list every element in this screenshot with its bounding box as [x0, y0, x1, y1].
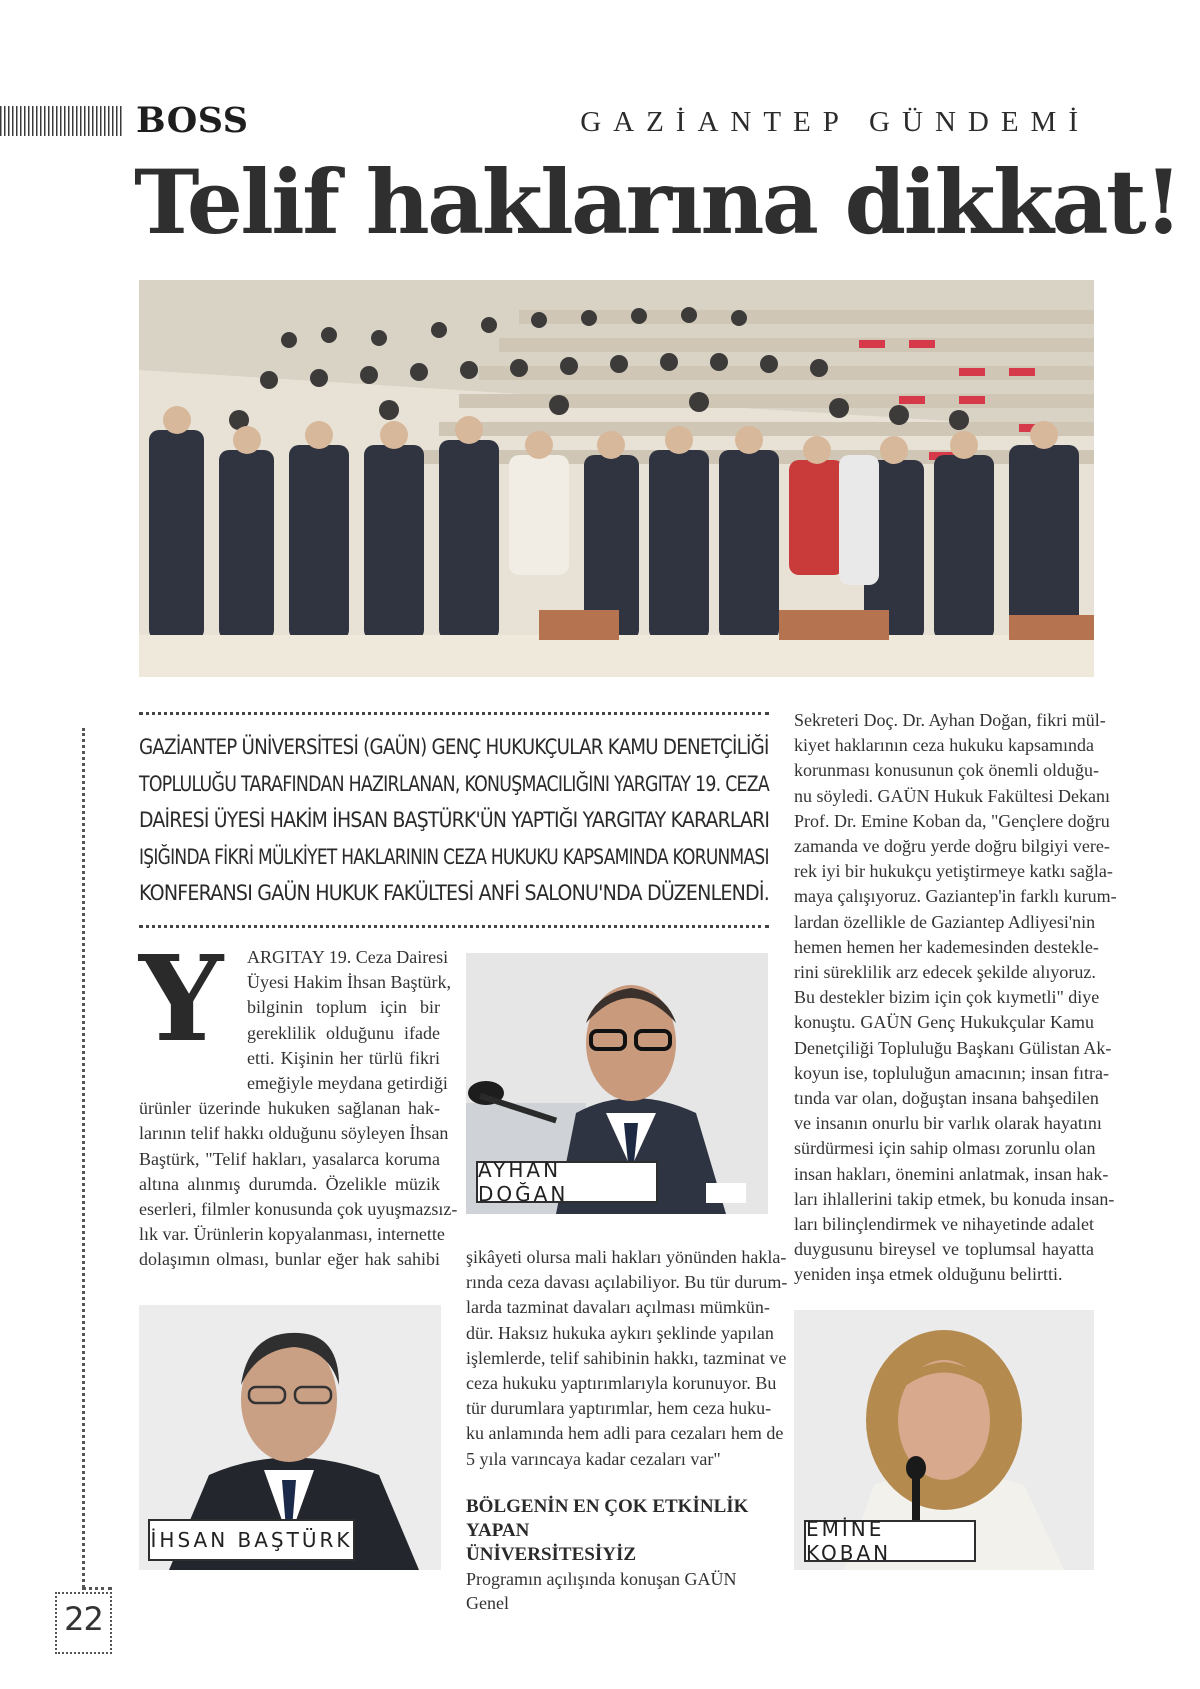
body-line: ARGITAY 19. Ceza Dairesi	[247, 947, 449, 967]
body-line: Sekreteri Doç. Dr. Ayhan Doğan, fikri mül-	[794, 710, 1106, 730]
body-line: gereklilik olduğunu ifade	[247, 1022, 440, 1043]
article-column-1	[139, 945, 458, 1273]
article-column-3	[794, 708, 1117, 1288]
body-line: lardan özellikle de Gaziantep Adliyesi'nin	[794, 911, 1096, 932]
section-title: GAZİANTEP GÜNDEMİ	[580, 106, 1090, 138]
lead-bottom-divider	[139, 925, 769, 928]
body-line: zamanda ve doğru yerde doğru bilgiyi vere-	[794, 836, 1110, 857]
body-line: duygusunu bireysel ve toplumsal hayatta	[794, 1239, 1094, 1260]
drop-cap: Y	[139, 929, 224, 1068]
body-line: tür durumlara yaptırımlar, hem ceza huku-	[466, 1398, 772, 1419]
caption-ihsan-basturk: İHSAN BAŞTÜRK	[148, 1519, 355, 1561]
article-lead	[139, 730, 769, 913]
body-line: Bu destekler bizim için çok kıymetli" diye	[794, 987, 1100, 1008]
magazine-logo: BOSS	[136, 100, 249, 141]
body-line: ları ihlallerini takip etmek, bu konuda insan-	[794, 1188, 1115, 1209]
subhead-line: BÖLGENİN EN ÇOK ETKİNLİK YAPAN	[466, 1496, 749, 1541]
body-line: maya çalışıyoruz. Gaziantep'in farklı kurum-	[794, 886, 1117, 907]
body-line: rek iyi bir hukukçu yetiştirmeye katkı sağla-	[794, 861, 1113, 882]
sidebar-dotted-connector	[82, 1587, 112, 1590]
body-line: ve insanın onurlu bir varlık olarak hayatını	[794, 1113, 1102, 1134]
body-line: ürünler üzerinde hukuken sağlanan hak-	[139, 1098, 440, 1119]
body-line: bilginin toplum için bir	[247, 997, 440, 1018]
body-line: şikâyeti olursa mali hakları yönünden hakla-	[466, 1247, 787, 1267]
caption-emine-koban: EMİNE KOBAN	[804, 1520, 976, 1562]
body-line: hemen hemen her kademesinden destekle-	[794, 936, 1099, 957]
article-subheading	[466, 1495, 768, 1615]
article-column-2	[466, 1245, 788, 1472]
body-line: etti. Kişinin her türlü fikri	[247, 1047, 440, 1068]
body-line: emeğiyle meydana getirdiği	[247, 1073, 448, 1094]
lead-line: GAZİANTEP ÜNİVERSİTESİ (GAÜN) GENÇ HUKUKÇULAR KAMU DENETÇİLİĞİ	[139, 735, 769, 760]
body-line: Programın açılışında konuşan GAÜN Genel	[466, 1569, 737, 1613]
body-line: koyun ise, topluluğun amacının; insan fıtra-	[794, 1062, 1109, 1083]
body-line: ku anlamında hem adli para cezaları hem de	[466, 1423, 784, 1444]
body-line: larda tazminat davaları açılması mümkün-	[466, 1297, 770, 1318]
group-photo-illustration	[139, 280, 1094, 677]
lead-line: KONFERANSI GAÜN HUKUK FAKÜLTESİ ANFİ SALONU'NDA DÜZENLENDİ.	[139, 881, 769, 906]
caption-ayhan-dogan: AYHAN DOĞAN	[476, 1161, 658, 1203]
body-line: konuştu. GAÜN Genç Hukukçular Kamu	[794, 1012, 1094, 1033]
body-line: lık var. Ürünlerin kopyalanması, internette	[139, 1224, 445, 1245]
body-line: yeniden inşa etmek olduğunu belirtti.	[794, 1264, 1063, 1285]
body-line: insan hakları, önemini anlatmak, insan hak-	[794, 1163, 1109, 1184]
body-line: Üyesi Hakim İhsan Baştürk,	[247, 972, 451, 993]
body-line: 5 yıla varıncaya kadar cezaları var"	[466, 1448, 721, 1469]
barcode-ornament	[0, 106, 124, 136]
body-line: Baştürk, "Telif hakları, yasalarca koruma	[139, 1148, 440, 1169]
lead-line: DAİRESİ ÜYESİ HAKİM İHSAN BAŞTÜRK'ÜN YAPTIĞI YARGITAY KARARLARI	[139, 808, 770, 833]
group-photo	[139, 280, 1094, 677]
page-number: 22	[64, 1600, 103, 1638]
lead-line: TOPLULUĞU TARAFINDAN HAZIRLANAN, KONUŞMACILIĞINI YARGITAY 19. CEZA	[139, 771, 770, 797]
body-line: ları bilinçlendirmek ve nihayetinde adalet	[794, 1214, 1094, 1235]
body-line: sürdürmesi için sahip olması zorunlu olan	[794, 1138, 1096, 1159]
lead-top-divider	[139, 712, 769, 715]
body-line: kiyet haklarının ceza hukuku kapsamında	[794, 735, 1094, 756]
sidebar-dotted-rule	[82, 728, 85, 1588]
body-line: ceza hukuku yaptırımlarıyla korunuyor. Bu	[466, 1373, 777, 1394]
body-line: altına alınmış durumda. Özelikle müzik	[139, 1173, 440, 1194]
body-line: Denetçiliği Topluluğu Başkanı Gülistan Ak-	[794, 1037, 1112, 1058]
body-line: korunması konusunun çok önemli olduğu-	[794, 760, 1099, 781]
body-line: rini süreklilik arz edecek şekilde alıyoruz.	[794, 962, 1096, 983]
body-line: dür. Haksız hukuka aykırı şeklinde yapılan	[466, 1322, 774, 1343]
body-line: nu söyledi. GAÜN Hukuk Fakültesi Dekanı	[794, 785, 1110, 806]
subhead-line: ÜNİVERSİTESİYİZ	[466, 1544, 637, 1565]
body-line: tında var olan, doğuştan insana bahşedilen	[794, 1088, 1099, 1109]
body-line: dolaşımın olması, bunlar eğer hak sahibi	[139, 1249, 440, 1270]
body-line: işlemlerde, telif sahibinin hakkı, tazminat ve	[466, 1347, 787, 1368]
body-line: eserleri, filmler konusunda çok uyuşmazsız-	[139, 1199, 458, 1220]
body-line: larının telif hakkı olduğunu söyleyen İhsan	[139, 1123, 449, 1144]
article-headline: Telif haklarına dikkat!	[134, 150, 1181, 254]
body-line: Prof. Dr. Emine Koban da, "Gençlere doğru	[794, 810, 1110, 831]
body-line: rında ceza davası açılabiliyor. Bu tür durum-	[466, 1272, 788, 1293]
lead-line: IŞIĞINDA FİKRİ MÜLKİYET HAKLARININ CEZA HUKUKU KAPSAMINDA KORUNMASI	[139, 844, 769, 870]
